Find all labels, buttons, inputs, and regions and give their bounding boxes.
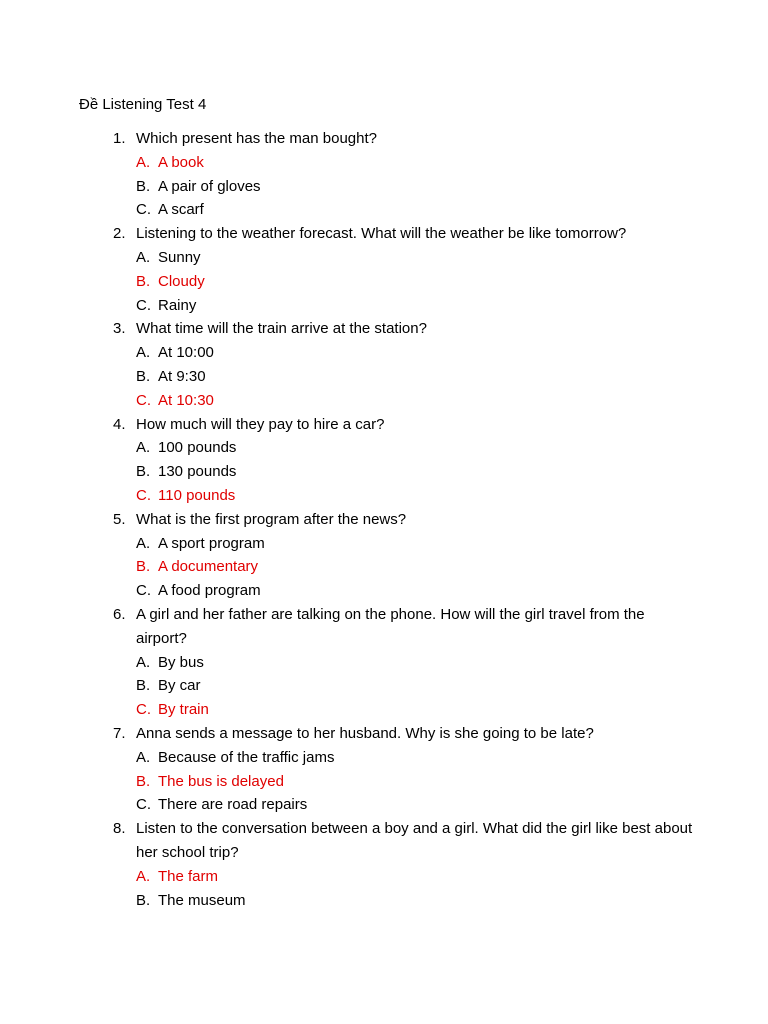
question-item [0, 722, 768, 746]
answer-option-correct [0, 770, 768, 794]
option-letter: B. [136, 558, 151, 576]
answer-option [0, 674, 768, 698]
answer-option-correct [0, 698, 768, 722]
question-number: 3. [113, 320, 126, 338]
option-letter: B. [136, 677, 151, 695]
question-list [0, 127, 768, 912]
question-text: Listen to the conversation between a boy and a girl. What did the girl like best about her school trip? [136, 820, 693, 861]
answer-option [0, 793, 768, 817]
question-number: 6. [113, 605, 126, 623]
answer-option [0, 294, 768, 318]
question-text: A girl and her father are talking on the phone. How will the girl travel from the airport? [136, 605, 645, 647]
option-letter: A. [136, 153, 151, 171]
option-text: Rainy [158, 296, 197, 314]
answer-option [0, 246, 768, 270]
option-letter: B. [136, 772, 151, 790]
option-text: 130 pounds [158, 463, 237, 481]
question-text: What time will the train arrive at the station? [136, 320, 427, 338]
question-text: How much will they pay to hire a car? [136, 415, 385, 433]
option-letter: C. [136, 201, 151, 219]
answer-option [0, 341, 768, 365]
option-letter: C. [136, 582, 151, 600]
option-text: There are road repairs [158, 796, 308, 814]
option-text: 110 pounds [158, 486, 236, 504]
question-item [0, 817, 768, 865]
option-letter: A. [136, 248, 151, 266]
option-text: At 10:30 [158, 391, 214, 409]
question-number: 7. [113, 724, 126, 742]
option-text: At 10:00 [158, 344, 214, 362]
option-text: The bus is delayed [158, 772, 284, 790]
answer-option [0, 436, 768, 460]
question-item [0, 508, 768, 532]
answer-option-correct [0, 389, 768, 413]
option-letter: B. [136, 463, 151, 481]
answer-option-correct [0, 555, 768, 579]
answer-option [0, 579, 768, 603]
question-item [0, 603, 768, 651]
question-text: What is the first program after the news? [136, 510, 407, 528]
option-letter: A. [136, 653, 151, 671]
option-letter: C. [136, 701, 151, 719]
question-text: Anna sends a message to her husband. Why is she going to be late? [136, 724, 594, 742]
answer-option [0, 532, 768, 556]
option-text: The museum [158, 891, 246, 909]
answer-option [0, 746, 768, 770]
option-text: By car [158, 677, 201, 695]
option-letter: C. [136, 796, 151, 814]
answer-option-correct [0, 151, 768, 175]
answer-option-correct [0, 484, 768, 508]
question-number: 2. [113, 225, 126, 243]
option-letter: C. [136, 296, 151, 314]
option-text: By bus [158, 653, 204, 671]
option-letter: A. [136, 344, 151, 362]
option-text: By train [158, 701, 209, 719]
option-text: A pair of gloves [158, 177, 261, 195]
question-item [0, 222, 768, 246]
option-letter: A. [136, 748, 151, 766]
question-number: 8. [113, 820, 126, 838]
option-letter: B. [136, 272, 151, 290]
option-text: Sunny [158, 248, 201, 266]
option-letter: A. [136, 867, 151, 885]
question-text: Listening to the weather forecast. What will the weather be like tomorrow? [136, 225, 627, 243]
option-text: Because of the traffic jams [158, 748, 335, 766]
option-letter: B. [136, 891, 151, 909]
question-item [0, 317, 768, 341]
answer-option [0, 651, 768, 675]
question-item [0, 413, 768, 437]
option-text: The farm [158, 867, 219, 885]
option-text: 100 pounds [158, 439, 237, 457]
option-letter: B. [136, 177, 151, 195]
question-text: Which present has the man bought? [136, 130, 377, 147]
question-number: 4. [113, 415, 126, 433]
question-item [0, 127, 768, 151]
answer-option-correct [0, 865, 768, 889]
option-text: Cloudy [158, 272, 205, 290]
option-letter: C. [136, 486, 151, 504]
answer-option [0, 175, 768, 199]
option-text: At 9:30 [158, 367, 206, 385]
answer-option-correct [0, 270, 768, 294]
option-text: A documentary [158, 558, 259, 576]
option-letter: A. [136, 534, 151, 552]
answer-option [0, 889, 768, 913]
answer-option [0, 198, 768, 222]
option-letter: B. [136, 367, 151, 385]
option-text: A scarf [158, 201, 204, 219]
option-letter: A. [136, 439, 151, 457]
option-letter: C. [136, 391, 151, 409]
option-text: A food program [158, 582, 261, 600]
document-title: Đề Listening Test 4 [79, 96, 207, 113]
option-text: A sport program [158, 534, 265, 552]
option-text: A book [158, 153, 204, 171]
answer-option [0, 365, 768, 389]
question-number: 1. [113, 130, 126, 147]
answer-option [0, 460, 768, 484]
question-number: 5. [113, 510, 126, 528]
